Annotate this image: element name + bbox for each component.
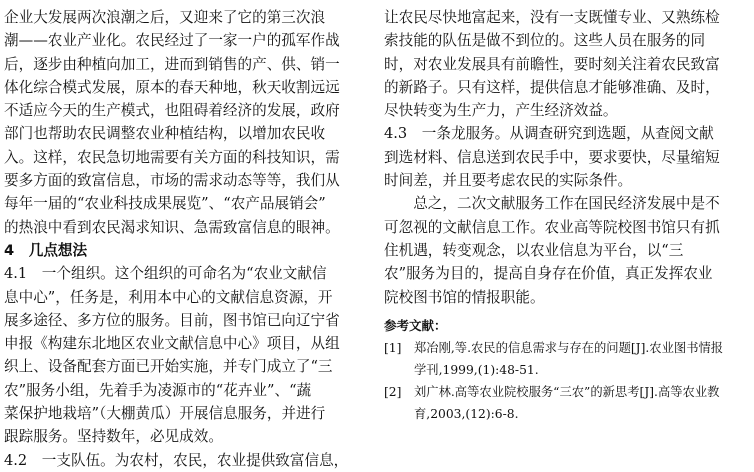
body-line: 时，对农业发展具有前瞻性，要时刻关注着农民致富 [384, 55, 720, 73]
body-line: 总之，二次文献服务工作在国民经济发展中是不 [384, 195, 720, 213]
reference-line: 学刊,1999,(1):48-51. [414, 362, 539, 377]
body-line: 时间差，并且要考虑农民的实际条件。 [384, 172, 633, 190]
body-line: 可忽视的文献信息工作。农业高等院校图书馆只有抓 [384, 218, 720, 236]
body-line: 的新路子。只有这样，提供信息才能够准确、及时， [384, 78, 720, 96]
reference-item [384, 337, 748, 381]
body-line: 不适应今天的生产模式，也阻碍着经济的发展，政府 [4, 102, 340, 120]
body-line: 4.3 一条龙服务。从调查研究到选题，从查阅文献 [384, 125, 714, 143]
reference-text [414, 337, 723, 381]
body-line: 体化综合模式发展，原本的春天种地，秋天收割远远 [4, 78, 340, 96]
body-line: 潮——农业产业化。农民经过了一家一户的孤军作战 [4, 32, 340, 50]
body-line: 跟踪服务。坚持数年，必见成效。 [4, 428, 223, 446]
body-line: 部门也帮助农民调整农业种植结构，以增加农民收 [4, 125, 326, 143]
reference-number: [2] [384, 384, 402, 399]
body-line: 让农民尽快地富起来，没有一支既懂专业、又熟练检 [384, 9, 720, 26]
body-line: 企业大发展两次浪潮之后，又迎来了它的第三次浪 [4, 9, 326, 26]
body-line: 每年一届的“农业科技成果展览”、“农产品展销会” [4, 195, 326, 213]
body-line: 申报《构建东北地区农业文献信息中心》项目，从组 [4, 335, 340, 353]
reference-line: 郑冶刚,等.农民的信息需求与存在的问题[J].农业图书情报 [414, 340, 724, 355]
right-column [384, 6, 748, 425]
body-line: 4.2 一支队伍。为农村，农民，农业提供致富信息， [4, 451, 349, 469]
left-column [4, 6, 366, 472]
body-line: 4.1 一个组织。这个组织的可命名为“农业文献信 [4, 265, 327, 283]
body-line: 农”服务为目的，提高自身存在价值，真正发挥农业 [384, 265, 713, 283]
section-heading: 4 几点想法 [4, 241, 88, 259]
body-line: 尽快转变为生产力，产生经济效益。 [384, 102, 618, 120]
body-line: 后，逐步由种植向加工，进而到销售的产、供、销一 [4, 55, 340, 73]
body-line: 展多途径、多方位的服务。目前，图书馆已向辽宁省 [4, 311, 340, 329]
reference-text [414, 381, 719, 425]
body-line: 息中心”，任务是，利用本中心的文献信息资源，开 [4, 288, 333, 306]
body-line: 院校图书馆的情报职能。 [384, 288, 545, 306]
reference-line: 刘广林.高等农业院校服务“三农”的新思考[J].高等农业教 [414, 384, 720, 399]
body-line: 入。这样，农民急切地需要有关方面的科技知识，需 [4, 148, 340, 166]
reference-line: 育,2003,(12):6-8. [414, 406, 519, 421]
reference-item [384, 381, 748, 425]
body-line: 农”服务小组，先着手为凌源市的“花卉业”、“蔬 [4, 381, 312, 399]
body-line: 索技能的队伍是做不到位的。这些人员在服务的同 [384, 32, 706, 50]
body-line: 菜保护地栽培”（大棚黄瓜）开展信息服务，并进行 [4, 405, 326, 423]
body-line: 住机遇，转变观念，以农业信息为平台，以“三 [384, 241, 684, 259]
references-title: 参考文献： [384, 317, 447, 333]
body-line: 要多方面的致富信息，市场的需求动态等等，我们从 [4, 172, 340, 190]
reference-number: [1] [384, 340, 402, 355]
body-line: 的热浪中看到农民渴求知识、急需致富信息的眼神。 [4, 218, 340, 236]
body-line: 织上、设备配套方面已开始实施，并专门成立了“三 [4, 358, 333, 376]
body-line: 到选材料、信息送到农民手中，要求要快，尽量缩短 [384, 148, 720, 166]
